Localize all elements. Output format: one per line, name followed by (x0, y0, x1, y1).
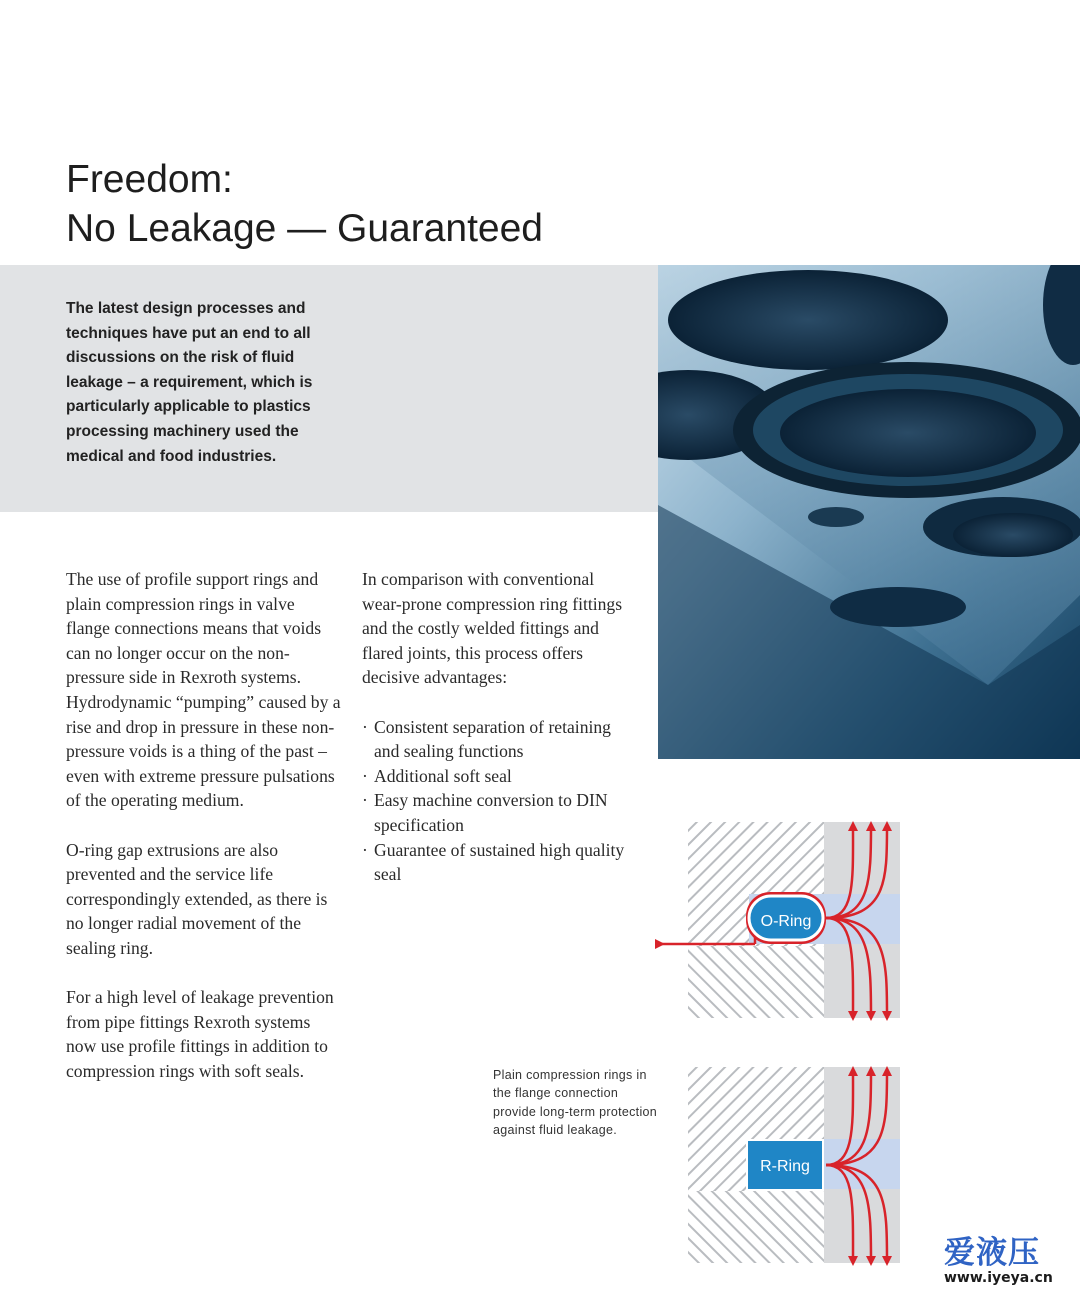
title-line-1: Freedom: (66, 158, 233, 201)
advantage-item: · Additional soft seal (362, 764, 637, 789)
advantages-list (362, 715, 637, 887)
watermark-name: 爱液压 (944, 1235, 1040, 1271)
watermark-url: www.iyeya.cn (944, 1270, 1053, 1286)
o-ring-diagram (655, 820, 905, 1022)
o-ring-label: O-Ring (760, 913, 812, 930)
body-paragraph: O-ring gap extrusions are also prevented and the service life correspondingly extended, as there is no longer radial movement of the sealing ring. (66, 839, 328, 958)
intro-paragraph: The latest design processes and techniques have put an end to all discussions on the risk of fluid leakage – a requirement, which is particularly applicable to plastics processing machinery used the medical and food industries. (66, 300, 313, 465)
body-paragraph: The use of profile support rings and plain compression rings in valve flange connections means that voids can no longer occur on the non-pressure side in Rexroth systems. Hydrodynamic “pumping” caused by a rise and drop in pressure in these non-pressure voids is a thing of the past – even with extreme pressure pulsations of the operating medium. (66, 569, 341, 811)
diagram-caption: Plain compression rings in the flange connection provide long-term protection against fluid leakage. (493, 1068, 658, 1138)
title-line-2: No Leakage — Guaranteed (66, 207, 543, 250)
flange-photo-graphic (658, 265, 1080, 759)
page-title (66, 155, 543, 253)
flange-photo (658, 265, 1080, 759)
body-paragraph: For a high level of leakage prevention from pipe fittings Rexroth systems now use profile fittings in addition to compression rings with soft seals. (66, 987, 334, 1081)
body-middle-column (362, 567, 637, 887)
advantage-item: · Consistent separation of retaining and sealing functions (362, 715, 637, 764)
body-left-column (66, 567, 341, 1108)
watermark-logo (944, 1236, 1074, 1292)
advantages-intro: In comparison with conventional wear-prone compression ring fittings and the costly welded fittings and flared joints, this process offers decisive advantages: (362, 569, 623, 688)
r-ring-label: R-Ring (760, 1158, 810, 1175)
r-ring-diagram (655, 1065, 905, 1267)
advantage-item: · Guarantee of sustained high quality seal (362, 838, 637, 887)
advantage-item: · Easy machine conversion to DIN specification (362, 788, 637, 837)
